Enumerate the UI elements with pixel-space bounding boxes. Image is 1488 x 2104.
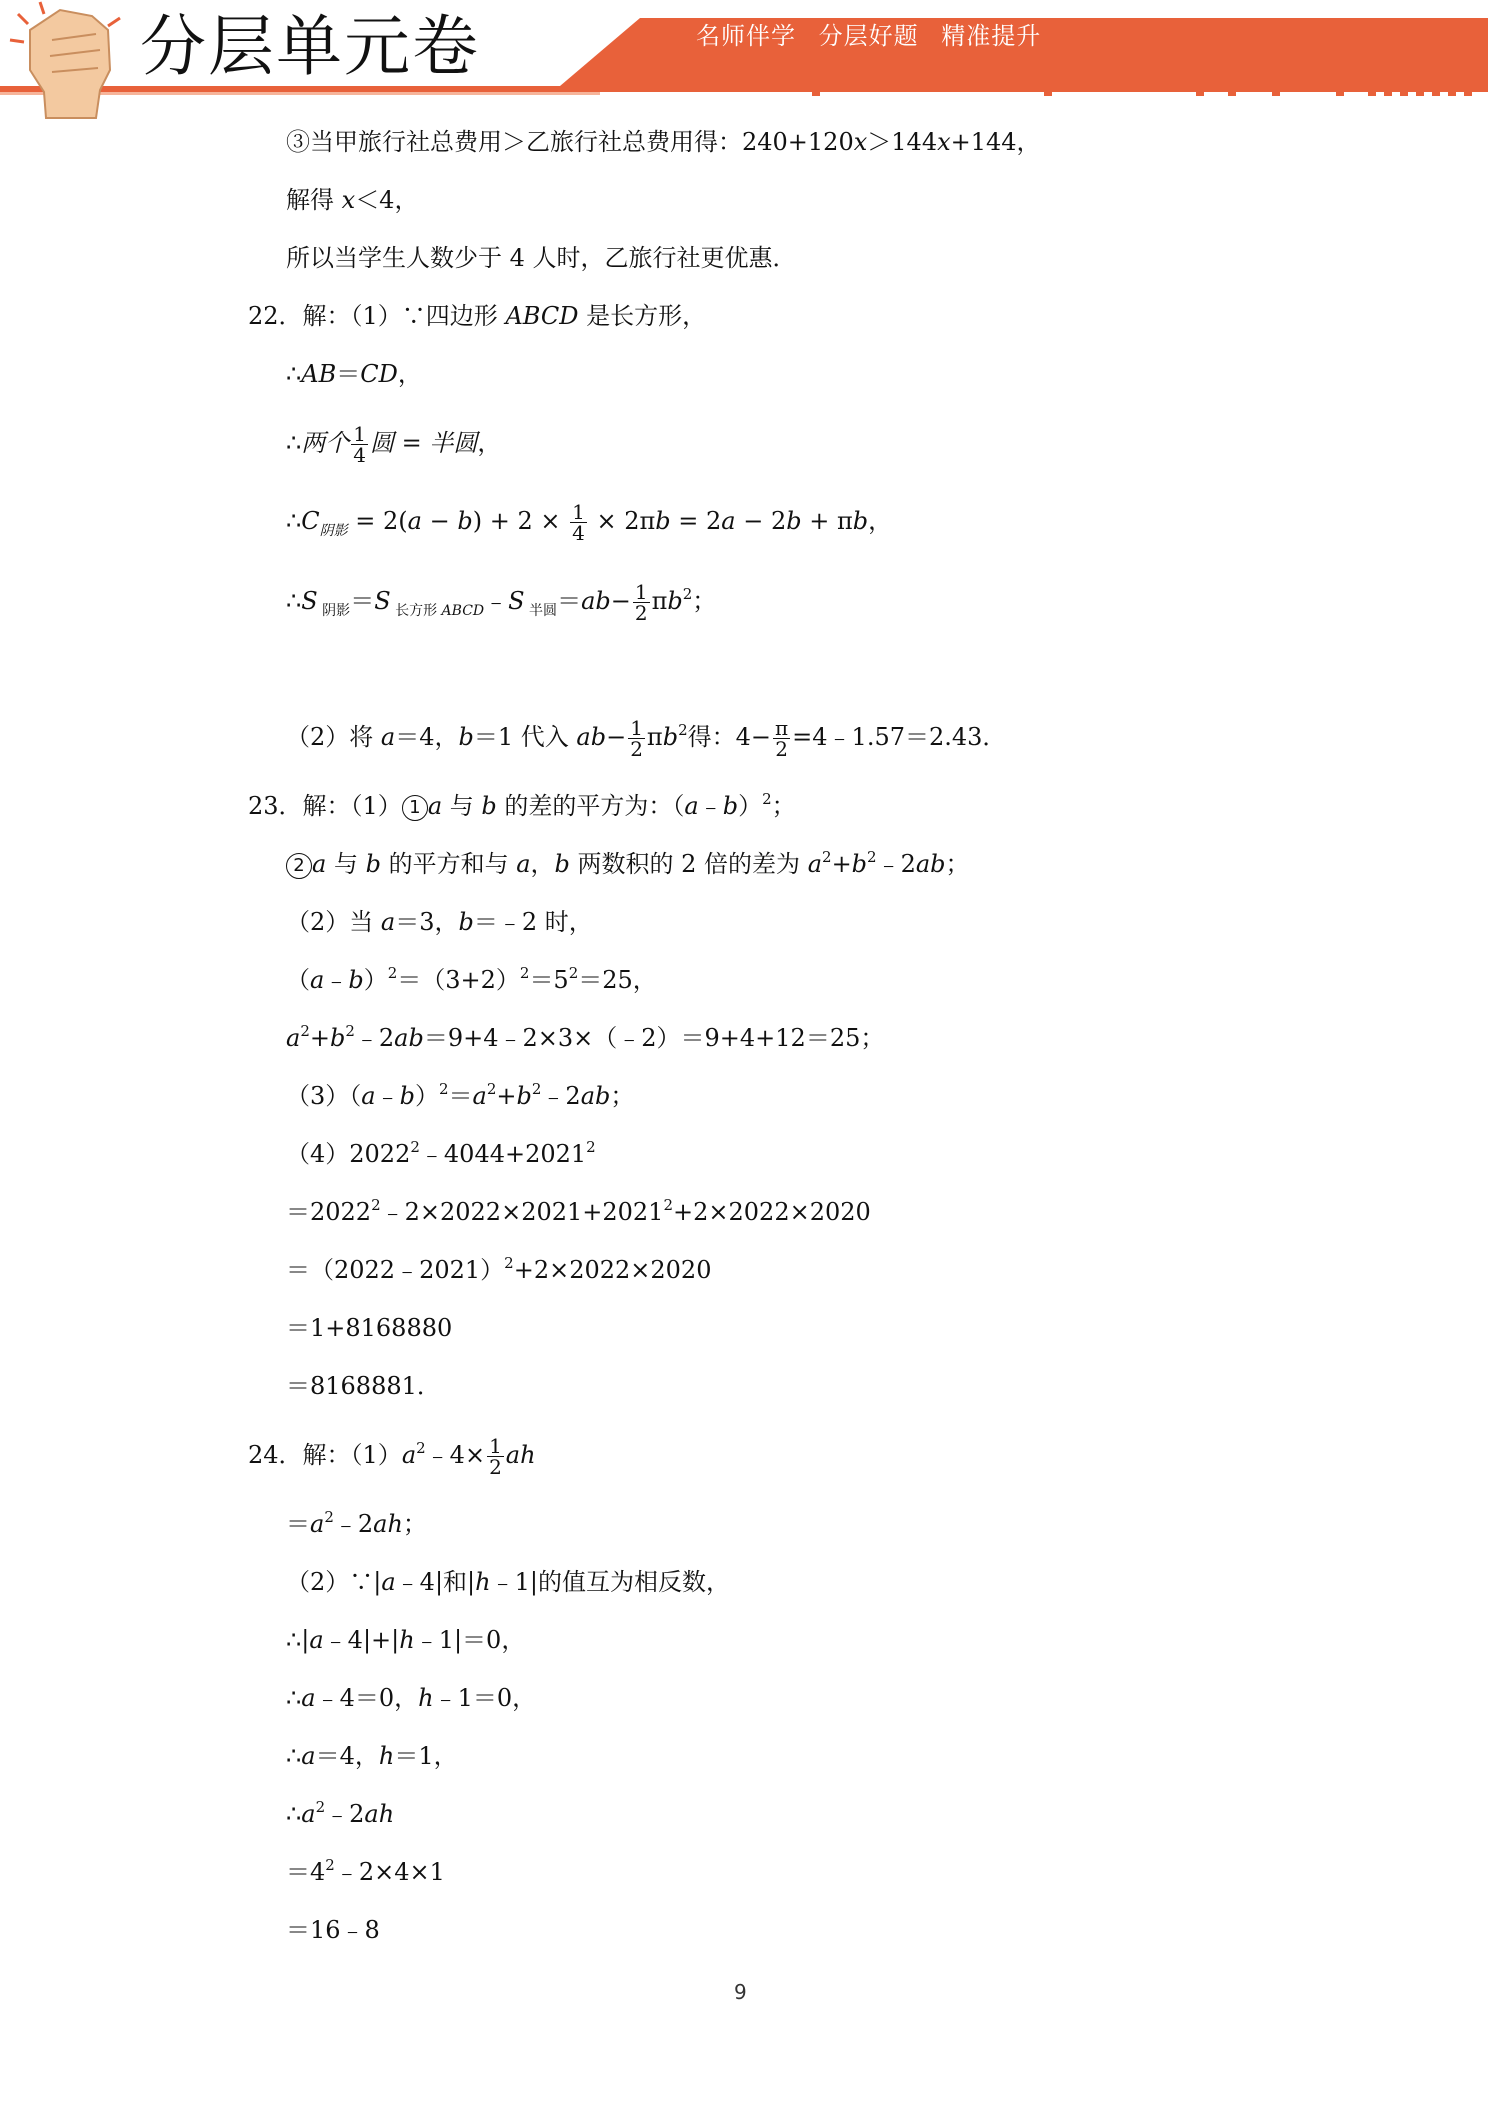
line-18: ＝（2022﹣2021）$^2$+2×2022×2020 bbox=[286, 1254, 712, 1284]
line-11: 2 a 与 b 的平方和与 a，b 两数积的 2 倍的差为 $a^2+b^2﹣2ab$； bbox=[286, 848, 970, 880]
line-20: ＝8168881． bbox=[286, 1372, 441, 1400]
circle-num-1: 1 bbox=[402, 795, 428, 821]
fist-icon bbox=[10, 2, 120, 118]
line-26: ∴a＝4，h＝1， bbox=[286, 1742, 458, 1770]
fraction: $\frac{1}{4}$ bbox=[572, 500, 585, 545]
line-02: 解得 x＜4， bbox=[286, 186, 419, 214]
line-14: $a^2+b^2﹣2ab=9+4﹣2\times 3\times(﹣2)=9+4+12=25$； bbox=[286, 1022, 885, 1052]
line-29: ＝16﹣8 bbox=[286, 1916, 380, 1944]
line-05: ∴AB＝CD， bbox=[286, 360, 422, 388]
fraction: $\frac{1}{4}$ bbox=[353, 422, 367, 467]
header-title: 分层单元卷 bbox=[140, 8, 480, 85]
line-22: $=a^2﹣2ah$； bbox=[286, 1508, 427, 1538]
circle-num-2: 2 bbox=[286, 853, 312, 879]
line-19: ＝1+8168880 bbox=[286, 1314, 453, 1342]
page-number: 9 bbox=[734, 1980, 747, 2004]
circle-num-3: ③ bbox=[286, 128, 310, 156]
fraction: $\frac{\pi}{2}$ bbox=[775, 716, 789, 761]
line-04: 22．解：（1）∵四边形 ABCD 是长方形， bbox=[248, 302, 707, 330]
line-17: $=2022^2﹣2\times 2022\times 2021+2021^2+2\times 2022\times 2020$ bbox=[286, 1196, 871, 1226]
line-08: ∴S $_{阴影}$＝S $_{长方形 ABCD}$﹣S $_{半圆}$＝ab− $\frac{1}{2}$ $\pi b^2$； bbox=[286, 580, 717, 625]
line-10: 23．解：（1） 1 a 与 b 的差的平方为：（a﹣b）$^2$； bbox=[248, 790, 796, 820]
line-25: ∴a﹣4＝0，h﹣1＝0， bbox=[286, 1684, 537, 1712]
page-header bbox=[0, 0, 1488, 120]
line-09: （2）将 a＝4，b＝1 代入 ab− $\frac{1}{2}$ $\pi b^2$得：4− $\frac{\pi}{2}$ =4﹣1.57＝2.43． bbox=[286, 716, 1007, 761]
line-15: $(3)(a﹣b)^2=a^2+b^2﹣2ab$； bbox=[286, 1080, 635, 1110]
line-16: $(4)2022^2﹣4044+2021^2$ bbox=[286, 1138, 596, 1168]
line-01: ③当甲旅行社总费用＞乙旅行社总费用得：240+120x＞144x+144， bbox=[286, 128, 1041, 156]
line-28: $=4^2﹣2\times 4\times 1$ bbox=[286, 1856, 445, 1886]
line-13: $(a﹣b)^2=(3+2)^2=5^2=25$， bbox=[286, 964, 657, 994]
line-03: 所以当学生人数少于 4 人时，乙旅行社更优惠． bbox=[286, 244, 797, 272]
line-21: 24．解：$(1)a^2﹣4\times$ $\frac{1}{2}$ ah bbox=[248, 1434, 536, 1479]
line-23: （2）∵|a﹣4|和|h﹣1|的值互为相反数， bbox=[286, 1568, 730, 1596]
fraction: $\frac{1}{2}$ bbox=[489, 1434, 502, 1479]
line-07: $\therefore C_{阴影} = 2(a - b) + 2$ × $\frac{1}{4}$ × 2πb = 2a − 2b + πb， bbox=[286, 500, 893, 545]
line-06: ∴两个 $\frac{1}{4}$ 圆 = 半圆， bbox=[286, 422, 502, 467]
line-24: ∴|a﹣4|+|h﹣1|＝0， bbox=[286, 1626, 526, 1654]
fraction: $\frac{1}{2}$ bbox=[634, 580, 648, 625]
fraction: $\frac{1}{2}$ bbox=[630, 716, 643, 761]
header-slogan: 名师伴学 分层好题 精准提升 bbox=[696, 22, 1042, 50]
line-27: $\therefore a^2﹣2ah$ bbox=[286, 1798, 395, 1828]
line-12: （2）当 a＝3，b＝﹣2 时， bbox=[286, 908, 593, 936]
